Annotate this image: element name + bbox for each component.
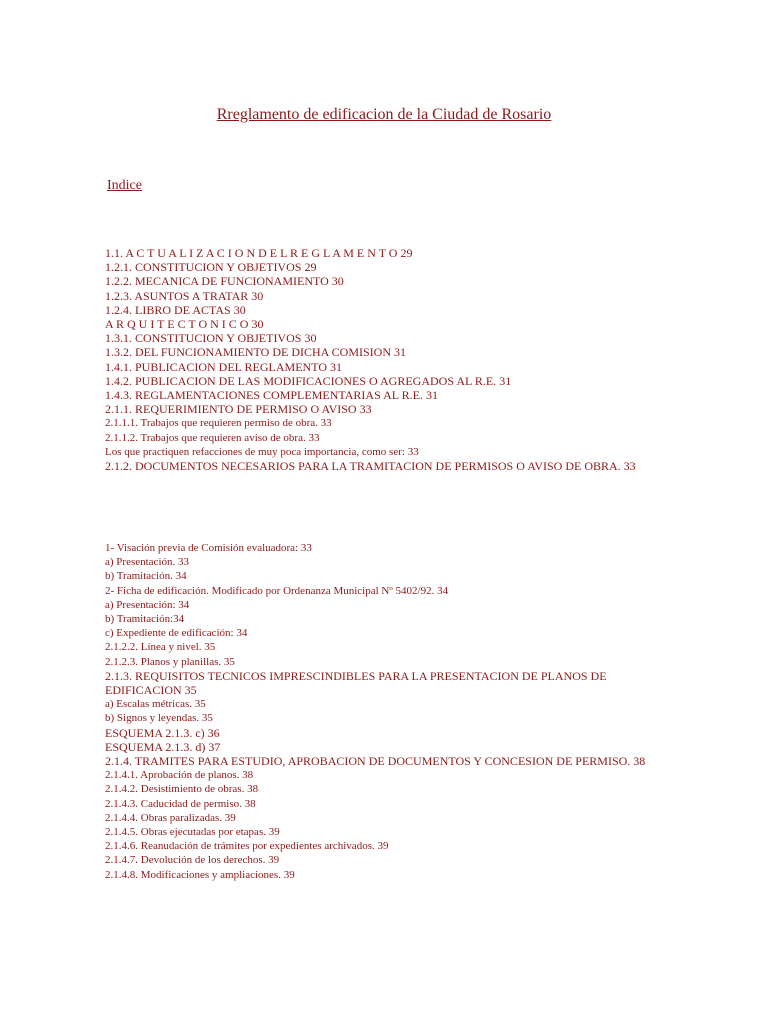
index-entry: 2.1.4.8. Modificaciones y ampliaciones. 39 (105, 868, 295, 881)
index-entry: 2.1.1.1. Trabajos que requieren permiso de obra. 33 (105, 417, 332, 430)
index-entry: 2.1.1. REQUERIMIENTO DE PERMISO O AVISO 33 (105, 402, 372, 417)
index-entry: a) Presentación: 34 (105, 598, 190, 611)
index-entry: 2.1.4.2. Desistimiento de obras. 38 (105, 783, 259, 796)
index-entry: 2.1.2.2. Línea y nivel. 35 (105, 641, 216, 654)
index-entry: 1.1. A C T U A L I Z A C I O N D E L R E G L A M E N T O 29 (105, 246, 413, 260)
index-entry: ESQUEMA 2.1.3. c) 36 (105, 725, 220, 740)
index-entry: b) Signos y leyendas. 35 (105, 712, 213, 725)
document-title: Rreglamento de edificacion de la Ciudad de Rosario (216, 106, 552, 123)
index-entry: 1.4.2. PUBLICACION DE LAS MODIFICACIONES O AGREGADOS AL R.E. 31 (105, 373, 512, 388)
index-entry: c) Expediente de edificación: 34 (105, 627, 248, 640)
index-entry: a) Escalas métricas. 35 (105, 698, 206, 711)
index-entry: 2.1.2. DOCUMENTOS NECESARIOS PARA LA TRAMITACION DE PERMISOS O AVISO DE OBRA. 33 (105, 459, 636, 474)
index-entry: A R Q U I T E C T O N I C O 30 (105, 317, 264, 332)
index-entry: 1.3.2. DEL FUNCIONAMIENTO DE DICHA COMISION 31 (105, 345, 406, 360)
index-entry: 2.1.4.6. Reanudación de trámites por expedientes archivados. 39 (105, 840, 389, 853)
index-heading: Indice (107, 178, 142, 193)
index-entry: 1.4.3. REGLAMENTACIONES COMPLEMENTARIAS AL R.E. 31 (105, 388, 438, 403)
index-entry: 2.1.4.3. Caducidad de permiso. 38 (105, 797, 256, 810)
index-entry: Los que practiquen refacciones de muy poca importancia, como ser: 33 (105, 445, 419, 458)
index-entry: 1.2.4. LIBRO DE ACTAS 30 (105, 302, 246, 317)
index-entry: 2.1.1.2. Trabajos que requieren aviso de obra. 33 (105, 431, 320, 444)
index-entry: a) Presentación. 33 (105, 556, 189, 569)
index-entry: b) Tramitación:34 (105, 613, 185, 626)
index-entry: ESQUEMA 2.1.3. d) 37 (105, 739, 221, 754)
index-entry: 2.1.3. REQUISITOS TECNICOS IMPRESCINDIBLES PARA LA PRESENTACION DE PLANOS DE EDIFICACION 35 (105, 668, 607, 698)
index-section-2 (105, 541, 665, 882)
index-entry: 1.3.1. CONSTITUCION Y OBJETIVOS 30 (105, 331, 317, 346)
index-entry: 1.2.1. CONSTITUCION Y OBJETIVOS 29 (105, 260, 317, 275)
index-entry: 2.1.2.3. Planos y planillas. 35 (105, 655, 235, 668)
index-entry: 1.4.1. PUBLICACION DEL REGLAMENTO 31 (105, 359, 342, 374)
index-section-1 (105, 246, 665, 473)
index-entry: b) Tramitación. 34 (105, 570, 187, 583)
index-entry: 2.1.4.5. Obras ejecutadas por etapas. 39 (105, 826, 280, 839)
index-entry: 2.1.4.7. Devolución de los derechos. 39 (105, 854, 280, 867)
index-entry: 1.2.2. MECANICA DE FUNCIONAMIENTO 30 (105, 274, 344, 289)
index-entry: 1.2.3. ASUNTOS A TRATAR 30 (105, 288, 264, 303)
index-entry: 2.1.4.4. Obras paralizadas. 39 (105, 811, 236, 824)
index-entry: 2- Ficha de edificación. Modificado por Ordenanza Municipal Nº 5402/92. 34 (105, 584, 449, 597)
index-entry: 1- Visación previa de Comisión evaluadora: 33 (105, 542, 312, 554)
index-entry: 2.1.4. TRAMITES PARA ESTUDIO, APROBACION DE DOCUMENTOS Y CONCESION DE PERMISO. 38 (105, 754, 646, 769)
index-entry: 2.1.4.1. Aprobación de planos. 38 (105, 769, 254, 782)
